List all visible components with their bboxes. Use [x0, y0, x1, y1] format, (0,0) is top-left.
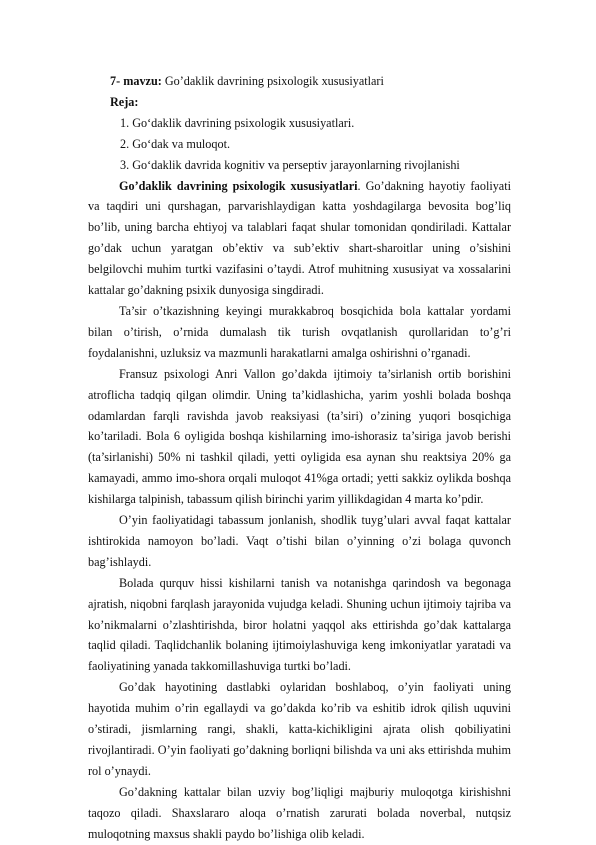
paragraph-6: Go’dak hayotining dastlabki oylaridan boshlaboq, o’yin faoliyati uning hayotida muhim o’rin egallaydi va go’dakda ko’rib va eshitib idrok qilish uquvini o’stiradi, jismlarning rangi, shakli, katta-kichikligini ajrata olish qobiliyatini rivojlantiradi. O’yin faoliyati go’dakning borliqni bilishda va uni aks ettirishda muhim rol o’ynaydi. [88, 680, 511, 778]
paragraph-5: Bolada qurquv hissi kishilarni tanish va notanishga qarindosh va begonaga ajratish, niqobni farqlash jarayonida vujudga keladi. Shuning uchun ijtimoiy tajriba va ko’nikmalarni o’zlashtirishda, biror holatni yaqqol aks ettirishda go’dak kattalarga taqlid qiladi. Taqlidchanlik bolaning ijtimoiylashuviga keng imkoniyatlar yaratadi va faoliyatining yanada takkomillashuviga turtki bo’ladi. [88, 575, 511, 674]
plan-heading: Reja: [110, 94, 139, 109]
plan-item: Go‘dak va muloqot. [132, 136, 231, 151]
paragraph-2: Ta’sir o’tkazishning keyingi murakkabroq bosqichida bola kattalar yordami bilan o’tirish, o’rnida dumalash tik turish ovqatlanish qurollaridan to’g’ri foydalanishni, uzluksiz va mazmunli harakatlarni amalga oshirishni o’rganadi. [88, 303, 511, 360]
paragraph-3: Fransuz psixologi Anri Vallon go’dakda ijtimoiy ta’sirlanish ortib borishini atroflicha tadqiq qilgan olimdir. Uning ta’kidlashicha, yarim yoshli bolada boshqa odamlardan farqli ravishda javob reaksiyasi (ta’siri) o’zining yuqori bosqichiga ko’tariladi. Bola 6 oyligida boshqa kishilarning imo-ishorasiz ta’siriga javob berishi (ta’sirlanishi) 50% ni tashkil qiladi, yetti oyligida esa aynan shu reaktsiya 20% ga kamayadi, ammo imo-shora orqali muloqot 41%ga ortadi; yetti sakkiz oylikda boshqa kishilarga talpinish, tabassum qilish birinchi yarim yillikdagidan 4 marta ko’pdir. [88, 366, 511, 507]
plan-item: Go‘daklik davrining psixologik xususiyatlari. [132, 115, 355, 130]
plan-list [88, 113, 511, 176]
paragraph-text: . Go’dakning hayotiy faoliyati va taqdiri uni qurshagan, parvarishlaydigan katta yoshdagilarga bevosita bog’liq bo’lib, uning barcha ehtiyoj va talablari faqat shular tomonidan qondiriladi. Kattalar go’dak uchun yaratgan ob’ektiv va sub’ektiv shart-sharoitlar uning o’sishini belgilovchi muhim turtki vazifasini o’taydi. Atrof muhitning xususiyat va xossalarini kattalar go’dakning psixik dunyosiga singdiradi. [88, 178, 511, 298]
paragraph-lead: Go’daklik davrining psixologik xususiyatlari [119, 178, 358, 193]
paragraph-7: Go’dakning kattalar bilan uzviy bog’liqligi majburiy muloqotga kirishishni taqozo qiladi. Shaxslararo aloqa o’rnatish zarurati bolada noverbal, nutqsiz muloqotning maxsus shakli paydo bo’lishiga olib keladi. [88, 784, 511, 841]
document-page [88, 71, 511, 845]
topic-label: 7- mavzu: [110, 74, 162, 88]
paragraph-1 [88, 176, 511, 301]
topic-title: Go’daklik davrining psixologik xususiyatlari [161, 74, 384, 88]
plan-item: Go‘daklik davrida kognitiv va perseptiv jarayonlarning rivojlanishi [132, 157, 460, 172]
paragraph-4: O’yin faoliyatidagi tabassum jonlanish, shodlik tuyg’ulari avval faqat kattalar ishtirokida namoyon bo’ladi. Vaqt o’tishi bilan o’yinning o’zi bolaga quvonch bag’ishlaydi. [88, 513, 511, 569]
topic-line [88, 71, 511, 92]
